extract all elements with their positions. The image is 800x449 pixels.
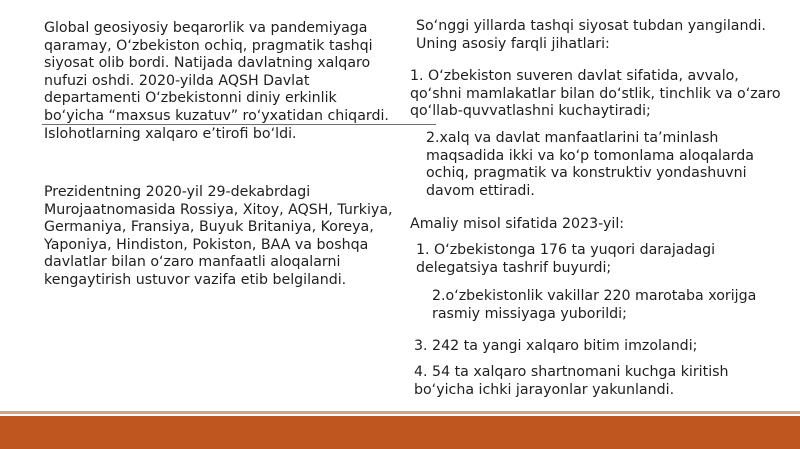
policy-intro: So‘nggi yillarda tashqi siyosat tubdan yangilandi. Uning asosiy farqli jihatlari: (416, 18, 766, 52)
policy-item-1: 1. O‘zbekiston suveren davlat sifatida, avvalo, qo‘shni mamlakatlar bilan do‘stlik, tinchlik va o‘zaro qo‘llab-quvvatlashni kuchaytiradi; (410, 68, 781, 120)
paragraph-reputation-text: Global geosiyosiy beqarorlik va pandemiyaga qaramay, O‘zbekiston ochiq, pragmatik tashqi siyosat olib bordi. Natijada davlatning xalqaro nufuzi oshdi. 2020-yilda AQSH Davlat departamenti O‘zbekistonni diniy erkinlik bo‘yicha “maxsus kuzatuv” ro‘yxatidan chiqardi. (44, 20, 389, 124)
stat-item-3: 3. 242 ta yangi xalqaro bitim imzolandi; (414, 338, 698, 354)
practice-heading: Amaliy misol sifatida 2023-yil: (410, 216, 625, 232)
footer-bar (0, 416, 800, 449)
paragraph-reputation (44, 20, 396, 142)
divider-line (42, 124, 436, 125)
paragraph-address: Prezidentning 2020-yil 29-dekabrdagi Murojaatnomasida Rossiya, Xitoy, AQSH, Turkiya, Germaniya, Fransiya, Buyuk Britaniya, Koreya, Yaponiya, Hindiston, Pokiston, BAA va boshqa davlatlar bilan o‘zaro manfaatli aloqalarni kengaytirish ustuvor vazifa etib belgilandi. (44, 184, 393, 288)
policy-item-2: 2.xalq va davlat manfaatlarini ta’minlash maqsadida ikki va ko‘p tomonlama aloqalarda ochiq, pragmatik va konstruktiv yondashuvni davom ettiradi. (426, 130, 754, 199)
footer-accent-line (0, 411, 800, 414)
paragraph-reputation-tail: Islohotlarning xalqaro e’tirofi bo‘ldi. (44, 126, 297, 142)
left-column (44, 20, 396, 288)
stat-item-4: 4. 54 ta xalqaro shartnomani kuchga kiritish bo‘yicha ichki jarayonlar yakunlandi. (414, 364, 729, 398)
stat-item-1: 1. O‘zbekistonga 176 ta yuqori darajadagi delegatsiya tashrif buyurdi; (416, 242, 716, 276)
stat-item-2: 2.o‘zbekistonlik vakillar 220 marotaba xorijga rasmiy missiyaga yuborildi; (432, 288, 757, 322)
